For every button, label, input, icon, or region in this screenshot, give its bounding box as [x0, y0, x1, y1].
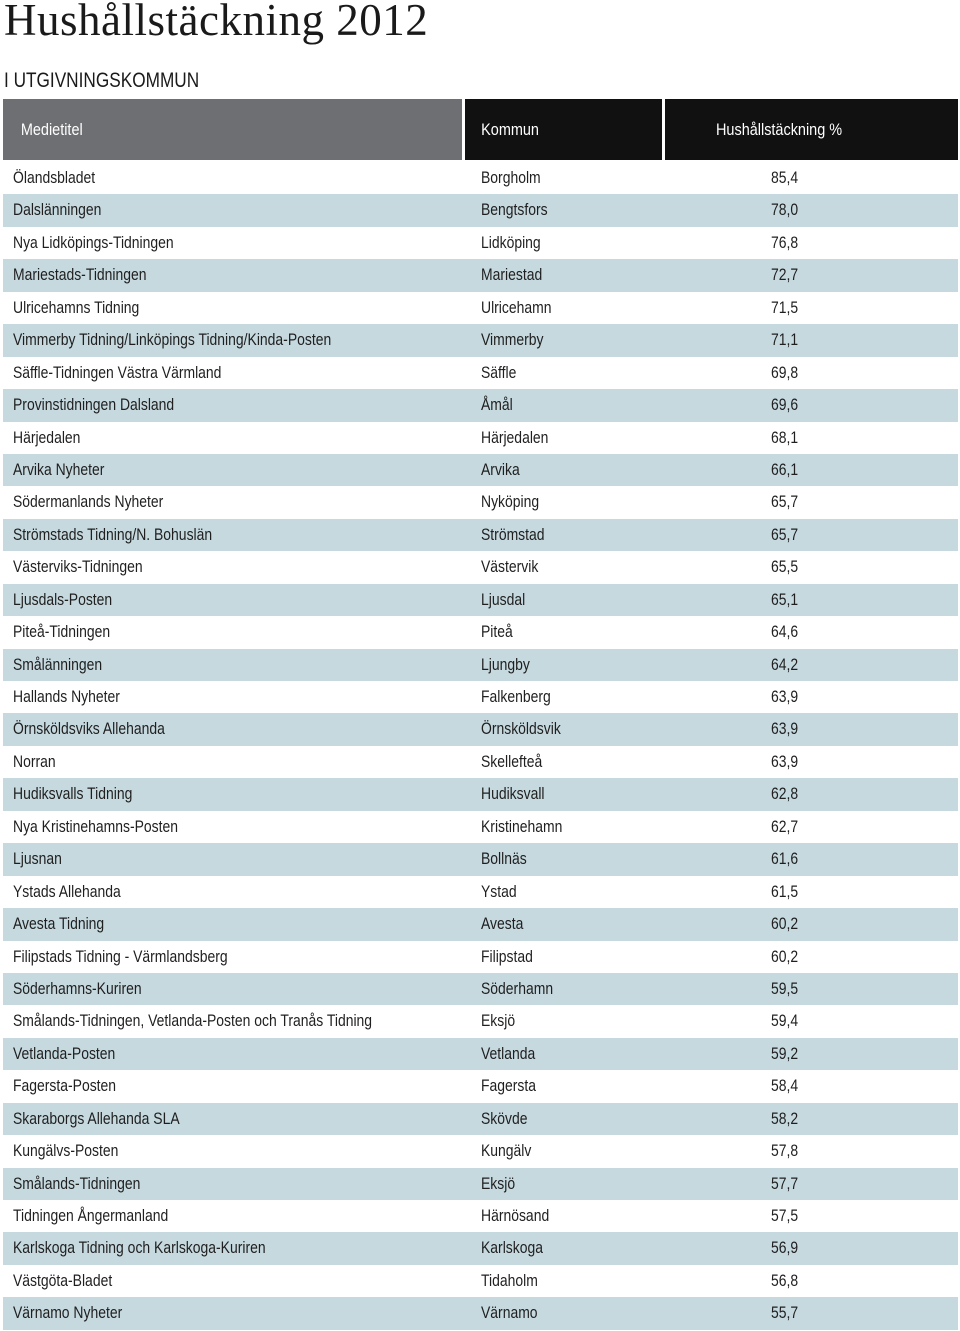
cell-medietitel: Tidningen Ångermanland	[13, 1206, 169, 1225]
cell-kommun: Ljungby	[481, 654, 530, 674]
cell-kommun: Avesta	[481, 914, 524, 934]
cell-kommun: Tidaholm	[481, 1270, 538, 1290]
cell-medietitel: Filipstads Tidning - Värmlandsberg	[13, 946, 228, 966]
table-row	[3, 1297, 958, 1329]
cell-hushallstackning: 65,7	[770, 492, 798, 512]
cell-kommun: Örnsköldsvik	[481, 719, 561, 739]
cell-kommun: Kristinehamn	[481, 816, 563, 836]
cell-hushallstackning: 62,8	[770, 784, 798, 804]
cell-kommun: Ulricehamn	[481, 297, 552, 317]
cell-hushallstackning: 63,9	[770, 687, 798, 706]
table-row	[3, 973, 958, 1005]
cell-medietitel: Dalslänningen	[13, 200, 102, 220]
cell-kommun: Härjedalen	[481, 427, 549, 447]
cell-hushallstackning: 55,7	[770, 1303, 798, 1323]
cell-hushallstackning: 69,8	[770, 362, 798, 382]
cell-kommun: Strömstad	[481, 524, 545, 544]
column-header-kommun	[465, 99, 662, 160]
table-row	[3, 1135, 958, 1167]
table-row	[3, 519, 958, 551]
cell-medietitel: Nya Kristinehamns-Posten	[13, 816, 179, 836]
table-row	[3, 422, 958, 454]
cell-kommun: Falkenberg	[481, 687, 551, 706]
cell-medietitel: Avesta Tidning	[13, 914, 105, 934]
table-row	[3, 1168, 958, 1200]
cell-medietitel: Ljusnan	[13, 849, 62, 869]
cell-kommun: Mariestad	[481, 265, 543, 285]
cell-hushallstackning: 71,5	[770, 297, 798, 317]
table-row	[3, 1070, 958, 1102]
table-row	[3, 194, 958, 226]
column-header-hushallstackning-label: Hushållstäckning %	[716, 120, 843, 139]
cell-hushallstackning: 61,5	[770, 881, 798, 901]
table-row	[3, 1005, 958, 1037]
cell-medietitel: Örnsköldsviks Allehanda	[13, 719, 165, 739]
cell-hushallstackning: 60,2	[770, 914, 798, 934]
table-row	[3, 584, 958, 616]
cell-hushallstackning: 66,1	[770, 459, 798, 479]
table-row	[3, 324, 958, 356]
cell-kommun: Ljusdal	[481, 589, 526, 609]
table-row	[3, 259, 958, 291]
cell-medietitel: Västerviks-Tidningen	[13, 557, 143, 577]
cell-kommun: Söderhamn	[481, 978, 554, 998]
table-row	[3, 681, 958, 713]
table-row	[3, 876, 958, 908]
table-row	[3, 551, 958, 583]
cell-medietitel: Smålands-Tidningen, Vetlanda-Posten och Tranås Tidning	[13, 1011, 373, 1031]
table-row	[3, 1103, 958, 1135]
column-header-kommun-label: Kommun	[481, 120, 539, 139]
cell-hushallstackning: 63,9	[770, 719, 798, 739]
cell-hushallstackning: 57,8	[770, 1141, 798, 1161]
cell-kommun: Hudiksvall	[481, 784, 545, 804]
cell-hushallstackning: 78,0	[770, 200, 798, 220]
cell-kommun: Värnamo	[481, 1303, 538, 1323]
cell-hushallstackning: 56,9	[770, 1238, 798, 1258]
cell-kommun: Åmål	[481, 395, 513, 415]
table-header	[3, 99, 958, 160]
cell-medietitel: Ölandsbladet	[13, 168, 96, 187]
cell-medietitel: Vetlanda-Posten	[13, 1043, 116, 1063]
cell-medietitel: Härjedalen	[13, 427, 81, 447]
cell-hushallstackning: 72,7	[770, 265, 798, 285]
cell-hushallstackning: 71,1	[770, 330, 798, 350]
table-row	[3, 292, 958, 324]
table-row	[3, 713, 958, 745]
table-row	[3, 843, 958, 875]
cell-kommun: Borgholm	[481, 168, 541, 187]
cell-hushallstackning: 65,5	[770, 557, 798, 577]
cell-kommun: Kungälv	[481, 1141, 532, 1161]
cell-hushallstackning: 59,5	[770, 978, 798, 998]
cell-kommun: Nyköping	[481, 492, 540, 512]
table-row	[3, 1232, 958, 1264]
cell-medietitel: Smålänningen	[13, 654, 103, 674]
table-row	[3, 454, 958, 486]
cell-hushallstackning: 57,5	[770, 1206, 798, 1225]
cell-kommun: Ystad	[481, 881, 517, 901]
cell-hushallstackning: 65,7	[770, 524, 798, 544]
cell-medietitel: Hudiksvalls Tidning	[13, 784, 133, 804]
cell-hushallstackning: 57,7	[770, 1173, 798, 1193]
cell-hushallstackning: 59,4	[770, 1011, 798, 1031]
table-row	[3, 811, 958, 843]
cell-kommun: Eksjö	[481, 1011, 516, 1031]
cell-medietitel: Hallands Nyheter	[13, 687, 120, 706]
table-row	[3, 941, 958, 973]
cell-kommun: Skövde	[481, 1108, 528, 1128]
table-row	[3, 746, 958, 778]
table-row	[3, 357, 958, 389]
cell-hushallstackning: 85,4	[770, 168, 798, 187]
column-header-hushallstackning	[665, 99, 958, 160]
cell-kommun: Bollnäs	[481, 849, 527, 869]
page-title: Hushållstäckning 2012	[4, 0, 429, 45]
cell-medietitel: Arvika Nyheter	[13, 459, 105, 479]
table-row	[3, 389, 958, 421]
cell-hushallstackning: 64,2	[770, 654, 798, 674]
cell-kommun: Vetlanda	[481, 1043, 536, 1063]
cell-kommun: Arvika	[481, 459, 520, 479]
table-row	[3, 649, 958, 681]
cell-hushallstackning: 59,2	[770, 1043, 798, 1063]
cell-hushallstackning: 62,7	[770, 816, 798, 836]
cell-medietitel: Skaraborgs Allehanda SLA	[13, 1108, 180, 1128]
cell-hushallstackning: 58,4	[770, 1076, 798, 1096]
cell-medietitel: Strömstads Tidning/N. Bohuslän	[13, 524, 213, 544]
cell-medietitel: Smålands-Tidningen	[13, 1173, 141, 1193]
cell-kommun: Säffle	[481, 362, 517, 382]
cell-hushallstackning: 65,1	[770, 589, 798, 609]
cell-medietitel: Nya Lidköpings-Tidningen	[13, 232, 174, 252]
table-row	[3, 227, 958, 259]
cell-medietitel: Västgöta-Bladet	[13, 1270, 113, 1290]
table-row	[3, 616, 958, 648]
cell-medietitel: Ulricehamns Tidning	[13, 297, 140, 317]
coverage-table	[3, 162, 958, 1330]
table-row	[3, 1038, 958, 1070]
cell-medietitel: Fagersta-Posten	[13, 1076, 117, 1096]
cell-hushallstackning: 76,8	[770, 232, 798, 252]
cell-medietitel: Mariestads-Tidningen	[13, 265, 147, 285]
cell-medietitel: Provinstidningen Dalsland	[13, 395, 175, 415]
column-header-medietitel	[3, 99, 462, 160]
cell-kommun: Bengtsfors	[481, 200, 548, 220]
cell-medietitel: Söderhamns-Kuriren	[13, 978, 142, 998]
cell-kommun: Fagersta	[481, 1076, 537, 1096]
cell-hushallstackning: 63,9	[770, 751, 798, 771]
cell-hushallstackning: 64,6	[770, 622, 798, 642]
cell-hushallstackning: 58,2	[770, 1108, 798, 1128]
cell-kommun: Piteå	[481, 622, 513, 642]
page-subtitle: I UTGIVNINGSKOMMUN	[4, 69, 200, 92]
cell-medietitel: Norran	[13, 751, 56, 771]
cell-medietitel: Kungälvs-Posten	[13, 1141, 119, 1161]
cell-hushallstackning: 56,8	[770, 1270, 798, 1290]
cell-kommun: Härnösand	[481, 1206, 550, 1225]
cell-medietitel: Södermanlands Nyheter	[13, 492, 164, 512]
cell-kommun: Filipstad	[481, 946, 533, 966]
cell-medietitel: Karlskoga Tidning och Karlskoga-Kuriren	[13, 1238, 266, 1258]
cell-kommun: Skellefteå	[481, 751, 543, 771]
cell-medietitel: Säffle-Tidningen Västra Värmland	[13, 362, 222, 382]
cell-hushallstackning: 69,6	[770, 395, 798, 415]
table-row	[3, 1200, 958, 1232]
table-row	[3, 908, 958, 940]
table-row	[3, 778, 958, 810]
cell-kommun: Lidköping	[481, 232, 541, 252]
cell-hushallstackning: 60,2	[770, 946, 798, 966]
cell-hushallstackning: 61,6	[770, 849, 798, 869]
cell-kommun: Karlskoga	[481, 1238, 543, 1258]
cell-medietitel: Värnamo Nyheter	[13, 1303, 123, 1323]
cell-medietitel: Ljusdals-Posten	[13, 589, 113, 609]
cell-medietitel: Ystads Allehanda	[13, 881, 121, 901]
column-header-medietitel-label: Medietitel	[20, 120, 83, 139]
cell-kommun: Vimmerby	[481, 330, 544, 350]
table-row	[3, 162, 958, 194]
cell-kommun: Eksjö	[481, 1173, 516, 1193]
cell-medietitel: Piteå-Tidningen	[13, 622, 111, 642]
cell-medietitel: Vimmerby Tidning/Linköpings Tidning/Kinda-Posten	[13, 330, 332, 350]
cell-hushallstackning: 68,1	[770, 427, 798, 447]
table-row	[3, 1265, 958, 1297]
cell-kommun: Västervik	[481, 557, 539, 577]
table-row	[3, 486, 958, 518]
